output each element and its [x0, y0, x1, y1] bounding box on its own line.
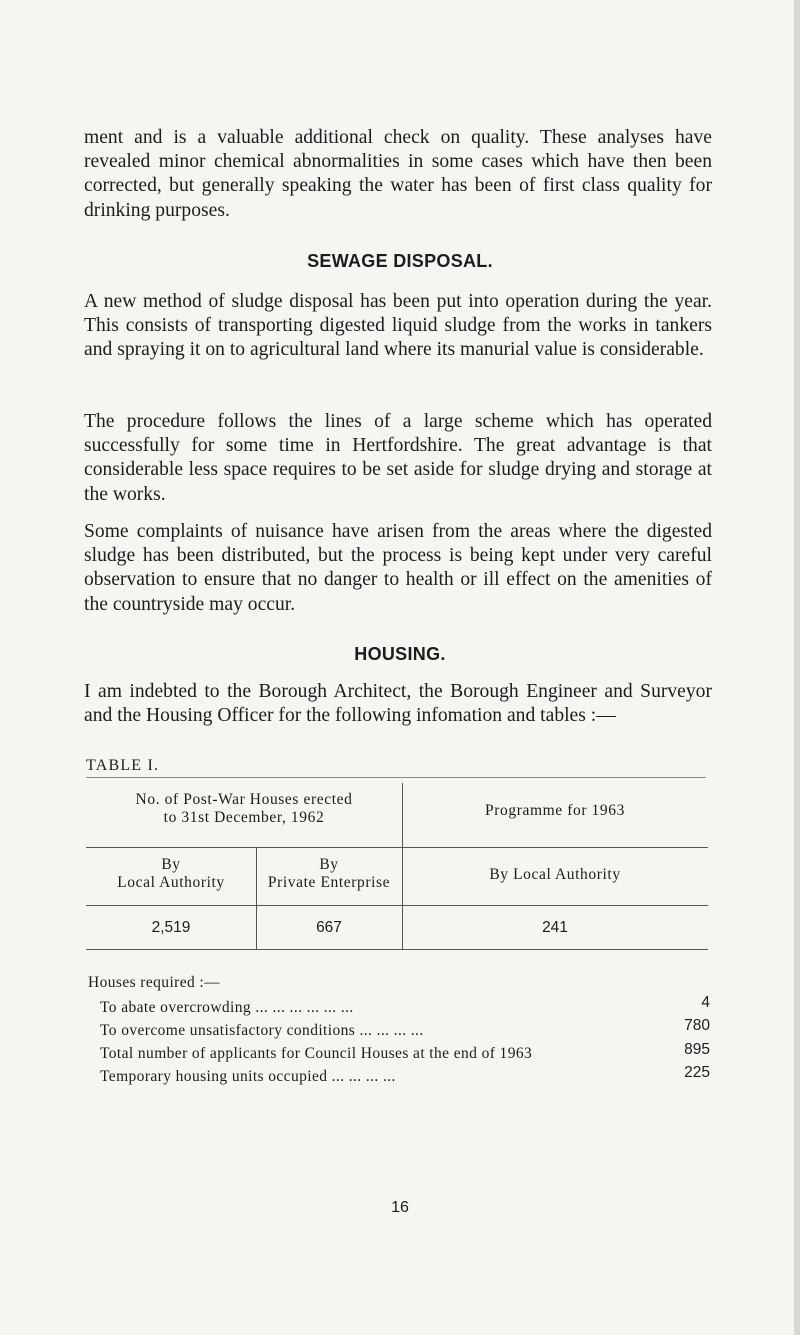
houses-required-title: Houses required :— [88, 974, 221, 991]
subheader-by-local-authority [86, 856, 256, 892]
table-header-post-war [86, 791, 402, 827]
value-private-enterprise: 667 [316, 919, 342, 936]
required-row-label: Temporary housing units occupied ... ... ... ... [100, 1068, 396, 1085]
required-row-value: 225 [684, 1064, 710, 1081]
required-row-value: 895 [684, 1041, 710, 1058]
subheader-la-line2: Local Authority [117, 874, 225, 891]
paragraph-water-quality: ment and is a valuable additional check on quality. These analyses have revealed minor chemical abnormalities in some cases which have then been corrected, but generally speaking the water has been of first class quality for drinking purposes. [84, 127, 712, 221]
table-header-programme: Programme for 1963 [485, 802, 625, 819]
subheader-pe-line2: Private Enterprise [267, 874, 391, 891]
table-vrule-1 [256, 847, 257, 949]
header-post-war-line1: No. of Post-War Houses erected [135, 791, 353, 808]
required-row-value: 780 [684, 1017, 710, 1034]
value-local-authority: 2,519 [151, 919, 191, 936]
paragraph-sludge-method: A new method of sludge disposal has been put into operation during the year. This consists of transporting digested liquid sludge from the works in tankers and spraying it on to agricultural land where its manurial value is considerable. [84, 291, 712, 361]
required-row-label: To overcome unsatisfactory conditions ... ... ... ... [100, 1022, 424, 1039]
table-top-rule [86, 777, 706, 778]
page-number: 16 [391, 1199, 409, 1216]
table-vrule-2 [402, 783, 403, 949]
table-rule-lower [86, 905, 708, 906]
required-row-value: 4 [701, 994, 710, 1011]
heading-sewage-disposal: SEWAGE DISPOSAL. [307, 251, 493, 271]
table-rule-bottom [86, 949, 708, 950]
page-edge-shadow [794, 0, 800, 1335]
value-programme-1963: 241 [542, 919, 568, 936]
table-rule-mid-left [86, 847, 404, 848]
paragraph-procedure: The procedure follows the lines of a large scheme which has operated successfully for some time in Hertfordshire. The great advantage is that considerable less space requires to be set aside for sludge drying and storage at the works. [84, 411, 712, 505]
required-row-label: To abate overcrowding ... ... ... ... ... ... [100, 999, 354, 1016]
subheader-programme-local-authority: By Local Authority [489, 866, 621, 883]
table-label: TABLE I. [86, 757, 160, 774]
subheader-la-line1: By [161, 856, 181, 873]
paragraph-acknowledgement: I am indebted to the Borough Architect, the Borough Engineer and Surveyor and the Housing Officer for the following infomation and tables :— [84, 681, 712, 727]
required-row-label: Total number of applicants for Council Houses at the end of 1963 [100, 1045, 533, 1062]
header-post-war-line2: to 31st December, 1962 [163, 809, 325, 826]
subheader-pe-line1: By [319, 856, 339, 873]
subheader-by-private-enterprise [256, 856, 402, 892]
paragraph-complaints: Some complaints of nuisance have arisen from the areas where the digested sludge has been distributed, but the process is being kept under very careful observation to ensure that no danger to health or ill effect on the amenities of the countryside may occur. [84, 521, 712, 615]
heading-housing: HOUSING. [354, 644, 446, 664]
table-rule-mid-right [402, 847, 708, 848]
